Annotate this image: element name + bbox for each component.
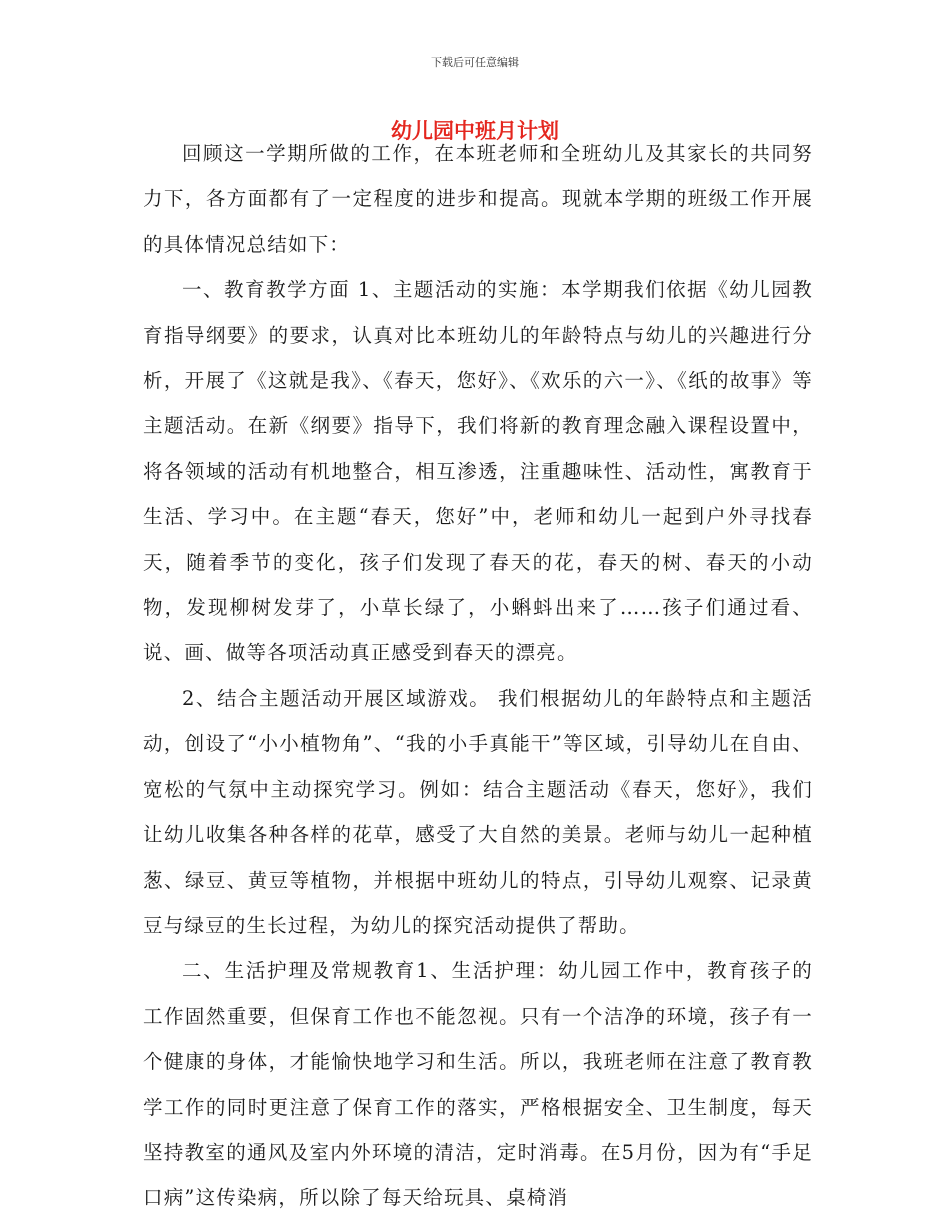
document-body xyxy=(143,131,813,1221)
paragraph-teaching: 一、教育教学方面 1、主题活动的实施：本学期我们依据《幼儿园教育指导纲要》的要求，认真对比本班幼儿的年龄特点与幼儿的兴趣进行分析，开展了《这就是我》、《春天，您好》、《欢乐的六一》、《纸的故事》等主题活动。在新《纲要》指导下，我们将新的教育理念融入课程设置中，将各领域的活动有机地整合，相互渗透，注重趣味性、活动性，寓教育于生活、学习中。在主题“春天，您好”中，老师和幼儿一起到户外寻找春天，随着季节的变化，孩子们发现了春天的花，春天的树、春天的小动物，发现柳树发芽了，小草长绿了，小蝌蚪出来了……孩子们通过看、说、画、做等各项活动真正感受到春天的漂亮。 xyxy=(143,278,813,665)
document-title: 幼儿园中班月计划 xyxy=(391,119,559,143)
paragraph-life-care: 二、生活护理及常规教育1、生活护理：幼儿园工作中，教育孩子的工作固然重要，但保育工作也不能忽视。只有一个洁净的环境，孩子有一个健康的身体，才能愉快地学习和生活。所以，我班老师在注意了教育教学工作的同时更注意了保育工作的落实，严格根据安全、卫生制度，每天坚持教室的通风及室内外环境的清洁，定时消毒。在5月份，因为有“手足口病”这传染病，所以除了每天给玩具、桌椅消 xyxy=(143,959,813,1210)
paragraph-intro: 回顾这一学期所做的工作，在本班老师和全班幼儿及其家长的共同努力下，各方面都有了一定程度的进步和提高。现就本学期的班级工作开展的具体情况总结如下： xyxy=(143,142,813,256)
header-note: 下载后可任意编辑 xyxy=(431,56,519,69)
paragraph-area-games: 2、结合主题活动开展区域游戏。 我们根据幼儿的年龄特点和主题活动，创设了“小小植物角”、“我的小手真能干”等区域，引导幼儿在自由、宽松的气氛中主动探究学习。例如：结合主题活动《春天，您好》，我们让幼儿收集各种各样的花草，感受了大自然的美景。老师与幼儿一起种植葱、绿豆、黄豆等植物，并根据中班幼儿的特点，引导幼儿观察、记录黄豆与绿豆的生长过程，为幼儿的探究活动提供了帮助。 xyxy=(143,686,813,937)
